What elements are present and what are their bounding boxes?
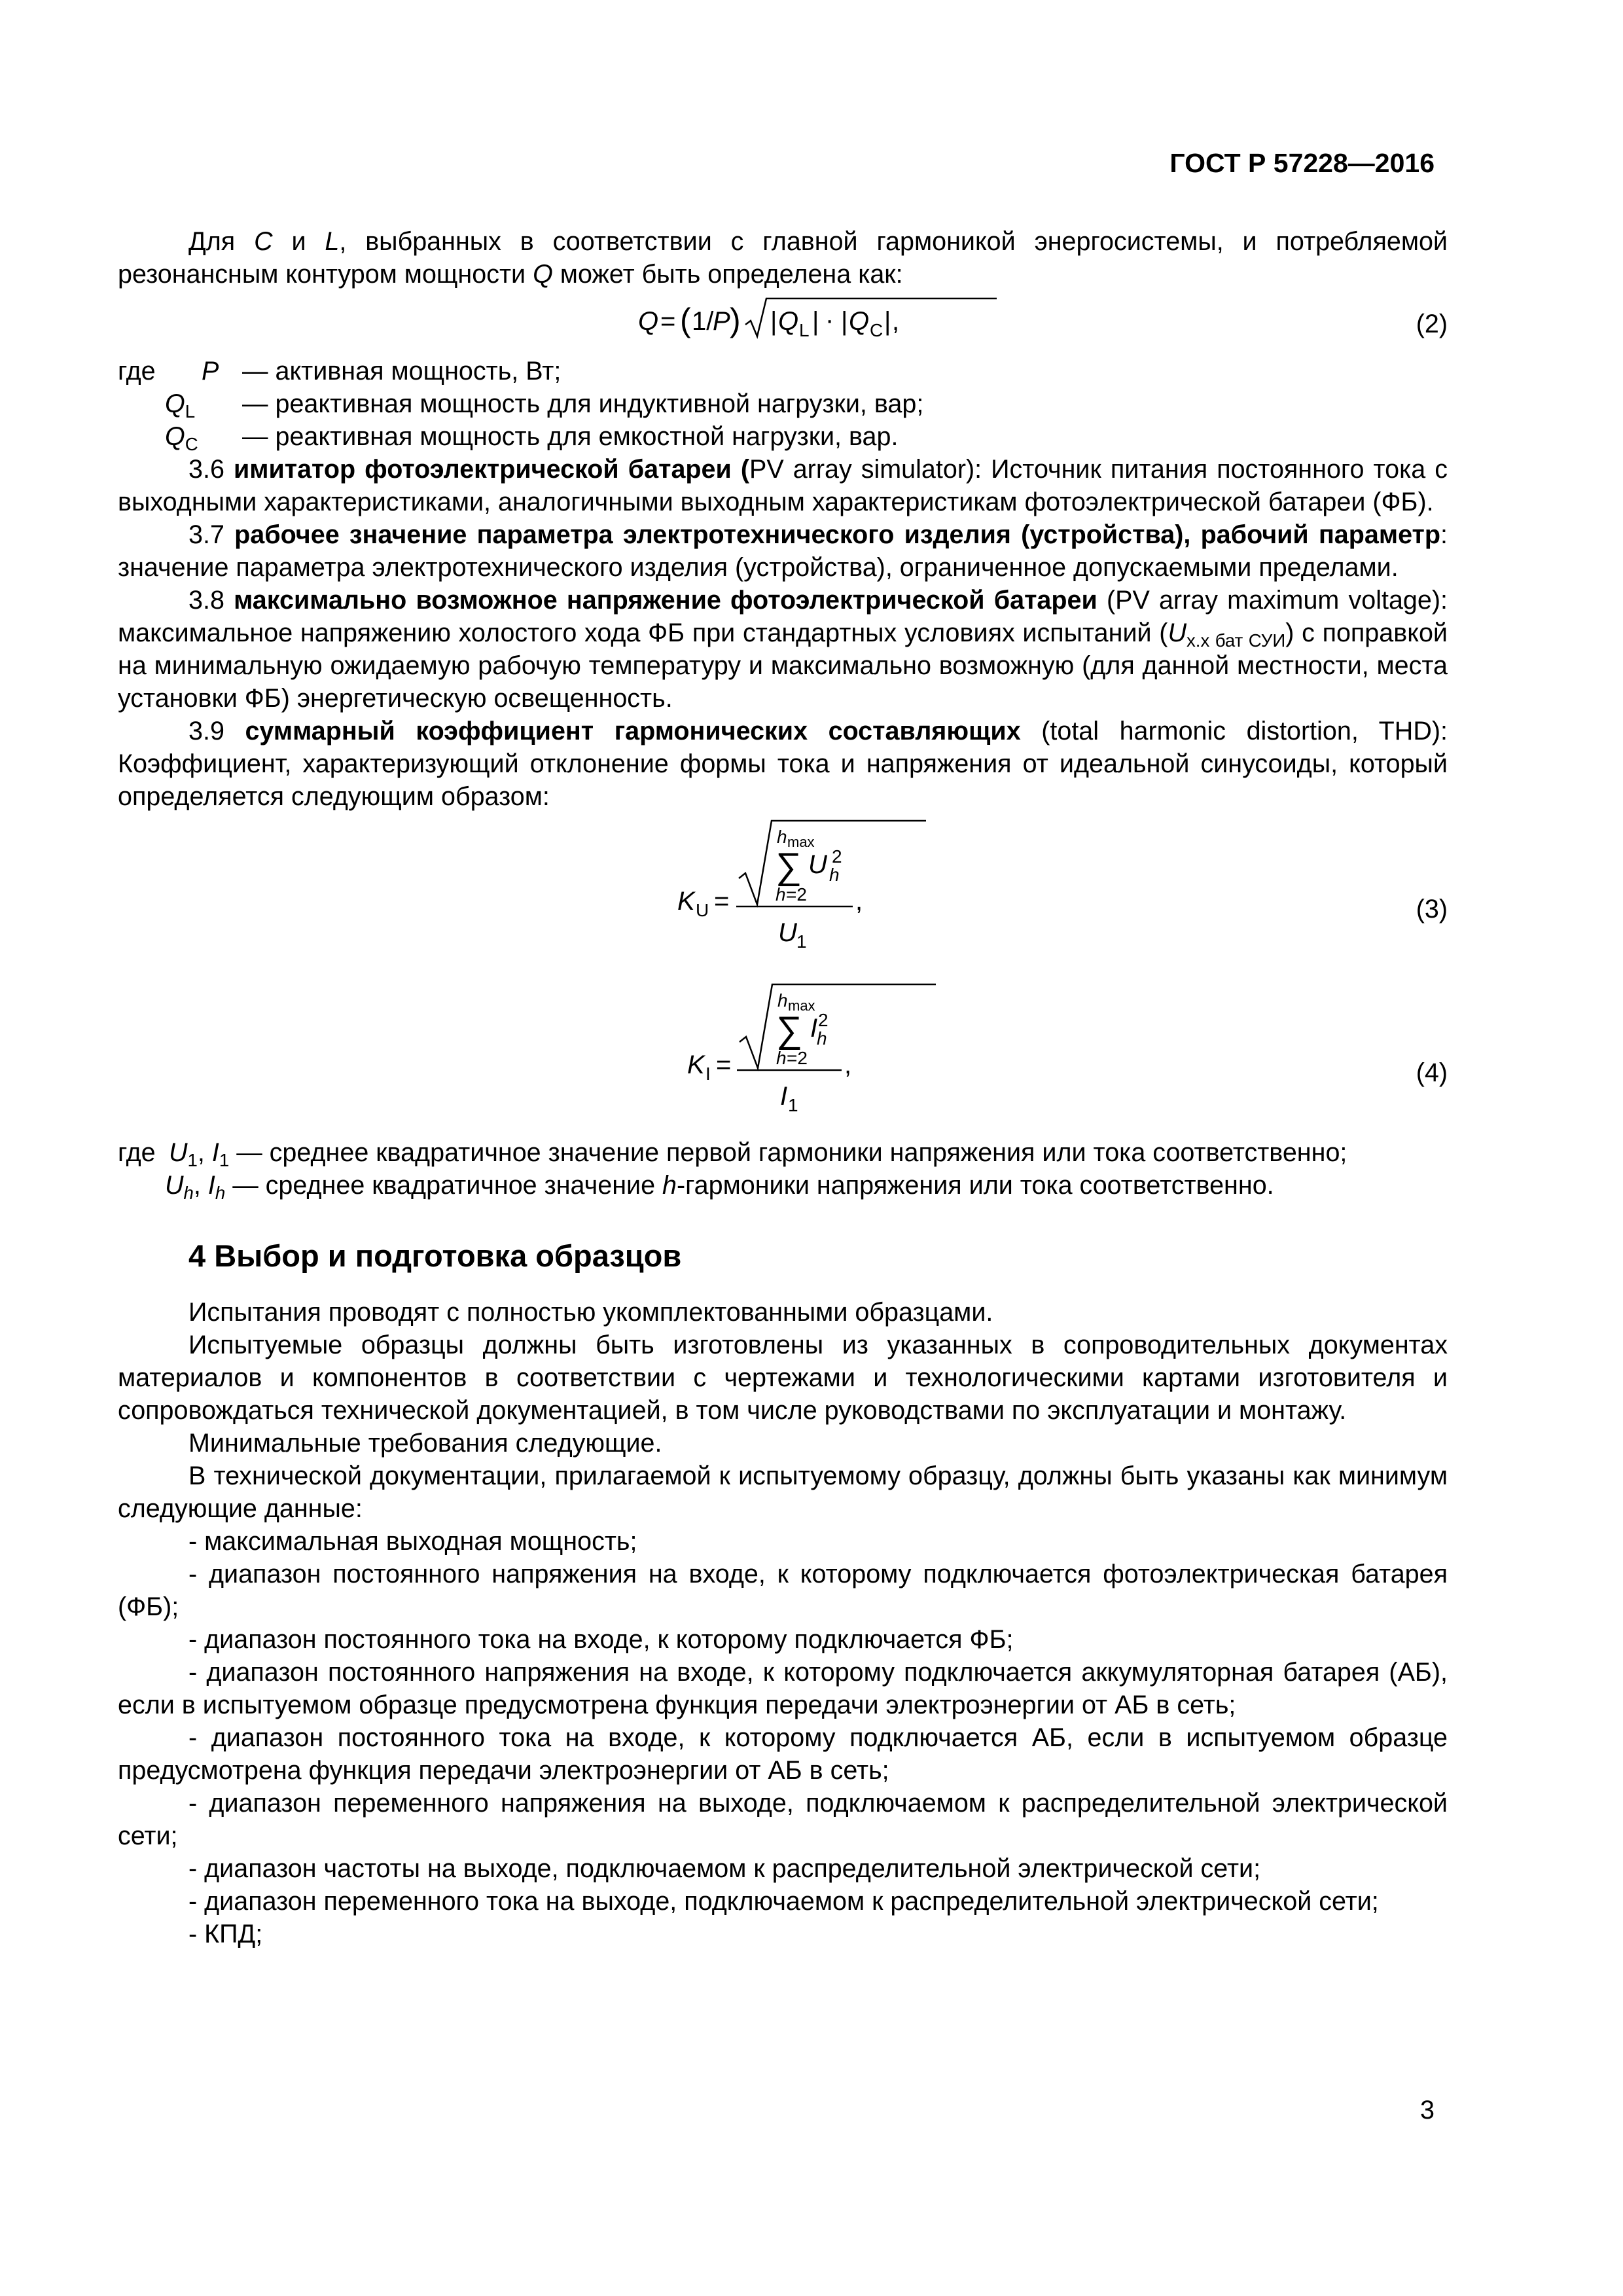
svg-text:|: | (812, 307, 819, 336)
svg-text:=: = (714, 887, 730, 916)
svg-text:1: 1 (796, 931, 807, 952)
svg-text:h: h (829, 865, 840, 885)
svg-text:C: C (870, 320, 883, 340)
svg-text:Q: Q (849, 307, 870, 336)
section-4-paragraph: Испытуемые образцы должны быть изготовлены из указанных в сопроводительных документах материалов и компонентов в соответствии с чертежами и технологическими картами изготовителя и сопровождаться технической документацией, в том числе руководствами по эксплуатации и монтажу. (118, 1331, 1448, 1425)
section-4-paragraph: Минимальные требования следующие. (188, 1429, 662, 1458)
symbol-ql-sub: L (185, 401, 196, 422)
svg-text:|: | (841, 307, 848, 336)
desc-p: — активная мощность, Вт; (242, 357, 562, 386)
where-lead: где (118, 357, 156, 386)
svg-text:1/: 1/ (692, 307, 714, 336)
svg-text:K: K (687, 1050, 705, 1079)
list-item: - максимальная выходная мощность; (188, 1527, 637, 1556)
svg-text:|: | (884, 307, 891, 336)
symbols-u1-i1: $U_1$, $I_1$ — среднее квадратичное значение первой гармоники напряжения или тока соответственно; (169, 1138, 1347, 1170)
list-item: - КПД; (188, 1920, 263, 1948)
svg-text:U: U (808, 850, 827, 879)
definition-3-8: 3.8 максимально возможное напряжение фотоэлектрической батареи (PV array maximum voltage): максимальное напряжению холостого хода ФБ при стандартных условиях испытаний $(U_{х.х бат СУИ})$ с поправкой на минимальную ожидаемую рабочую температуру и максимально возможную (для данной местности, места установки ФБ) энергетическую освещенность. (118, 586, 1448, 713)
svg-text:,: , (855, 887, 863, 916)
definition-3-6: 3.6 имитатор фотоэлектрической батареи (PV array simulator): Источник питания постоянного тока с выходными характеристиками, аналогичными выходным характеристикам фотоэлектрической батареи (ФБ). (118, 455, 1448, 516)
svg-text:h: h (777, 990, 788, 1011)
desc-qc: — реактивная мощность для емкостной нагрузки, вар. (242, 422, 899, 451)
desc-ql: — реактивная мощность для индуктивной нагрузки, вар; (242, 389, 924, 418)
section-4-title: 4 Выбор и подготовка образцов (188, 1238, 682, 1273)
equation-3-number: (3) (1416, 895, 1448, 924)
equation-4-number: (4) (1416, 1058, 1448, 1087)
svg-text:Q: Q (638, 307, 659, 336)
where-row-qc (118, 420, 1448, 453)
svg-text:I: I (780, 1082, 788, 1111)
svg-text:=: = (716, 1050, 732, 1079)
svg-text:max: max (787, 834, 815, 850)
svg-text:I: I (810, 1014, 818, 1043)
symbol-p: P (202, 357, 219, 386)
svg-text:=2: =2 (786, 884, 807, 905)
svg-text:P: P (713, 307, 730, 336)
svg-text:Q: Q (778, 307, 799, 336)
list-item: - диапазон переменного тока на выходе, подключаемом к распределительной электрической сети; (188, 1887, 1379, 1916)
svg-text:=2: =2 (787, 1048, 808, 1068)
definition-3-7: 3.7 рабочее значение параметра электротехнического изделия (устройства), рабочий параметр: значение параметра электротехнического изделия (устройства), ограниченное допускаемыми пределами. (118, 520, 1448, 582)
svg-text:U: U (778, 918, 797, 947)
svg-text:,: , (844, 1050, 852, 1079)
symbols-uh-ih: $U_h$, $I_h$ — среднее квадратичное значение h-гармоники напряжения или тока соответственно. (165, 1171, 1274, 1203)
list-item: - диапазон постоянного тока на входе, к которому подключается ФБ; (188, 1625, 1014, 1654)
svg-text:1: 1 (788, 1095, 798, 1115)
where2-row-1 (118, 1136, 1448, 1169)
document-body (118, 225, 1448, 1950)
svg-text:): ) (730, 302, 741, 338)
svg-text:(: ( (680, 302, 691, 338)
list-item: - диапазон постоянного напряжения на входе, к которому подключается фотоэлектрическая батарея (ФБ); (118, 1560, 1448, 1621)
equation-3 (118, 813, 1448, 977)
svg-text:2: 2 (832, 846, 842, 867)
equation-4-formula (687, 977, 936, 1140)
svg-text:2: 2 (818, 1010, 829, 1030)
equation-3-formula (677, 813, 926, 977)
equation-2-number: (2) (1416, 310, 1448, 338)
list-item: - диапазон постоянного тока на входе, к которому подключается АБ, если в испытуемом образце предусмотрена функция передачи электроэнергии от АБ в сеть; (118, 1723, 1448, 1785)
svg-text:U: U (696, 900, 709, 920)
svg-text:|: | (770, 307, 777, 336)
svg-text:,: , (892, 307, 900, 336)
list-item: - диапазон частоты на выходе, подключаемом к распределительной электрической сети; (188, 1854, 1261, 1883)
svg-text:h: h (817, 1028, 827, 1049)
equation-2 (118, 300, 1448, 346)
page-number: 3 (1420, 2096, 1435, 2125)
where2-lead: где (118, 1138, 156, 1167)
list-item: - диапазон переменного напряжения на выходе, подключаемом к распределительной электрической сети; (118, 1789, 1448, 1850)
intro-paragraph: Для C и L, выбранных в соответствии с главной гармоникой энергосистемы, и потребляемой резонансным контуром мощности Q может быть определена как: (118, 227, 1448, 289)
svg-text:L: L (799, 320, 810, 340)
svg-text:∑: ∑ (776, 845, 802, 886)
section-4-paragraph: Испытания проводят с полностью укомплектованными образцами. (188, 1298, 993, 1327)
svg-text:=: = (660, 307, 676, 336)
svg-text:∑: ∑ (776, 1009, 802, 1050)
svg-text:K: K (677, 887, 695, 916)
section-4-paragraph: В технической документации, прилагаемой к испытуемому образцу, должны быть указаны как минимум следующие данные: (118, 1462, 1448, 1523)
svg-text:h: h (776, 1048, 787, 1068)
where2-row-2 (118, 1169, 1448, 1202)
svg-text:max: max (788, 997, 815, 1014)
document-header: ГОСТ Р 57228—2016 (1169, 148, 1435, 178)
symbol-qc: Q (165, 422, 185, 451)
svg-text:·: · (825, 306, 834, 334)
list-item: - диапазон постоянного напряжения на входе, к которому подключается аккумуляторная батарея (АБ), если в испытуемом образце предусмотрена функция передачи электроэнергии от АБ в сеть; (118, 1658, 1448, 1719)
equation-2-formula (638, 296, 1005, 342)
symbol-qc-sub: C (185, 434, 198, 454)
definition-3-9: 3.9 суммарный коэффициент гармонических составляющих (total harmonic distortion, THD): Коэффициент, характеризующий отклонение формы тока и напряжения от идеальной синусоиды, который определяется следующим образом: (118, 717, 1448, 811)
svg-text:h: h (777, 827, 787, 847)
svg-text:h: h (776, 884, 786, 905)
where-row-p (118, 355, 1448, 387)
where-row-ql (118, 387, 1448, 420)
svg-text:I: I (705, 1064, 711, 1084)
equation-4 (118, 977, 1448, 1140)
symbol-ql: Q (165, 389, 185, 418)
